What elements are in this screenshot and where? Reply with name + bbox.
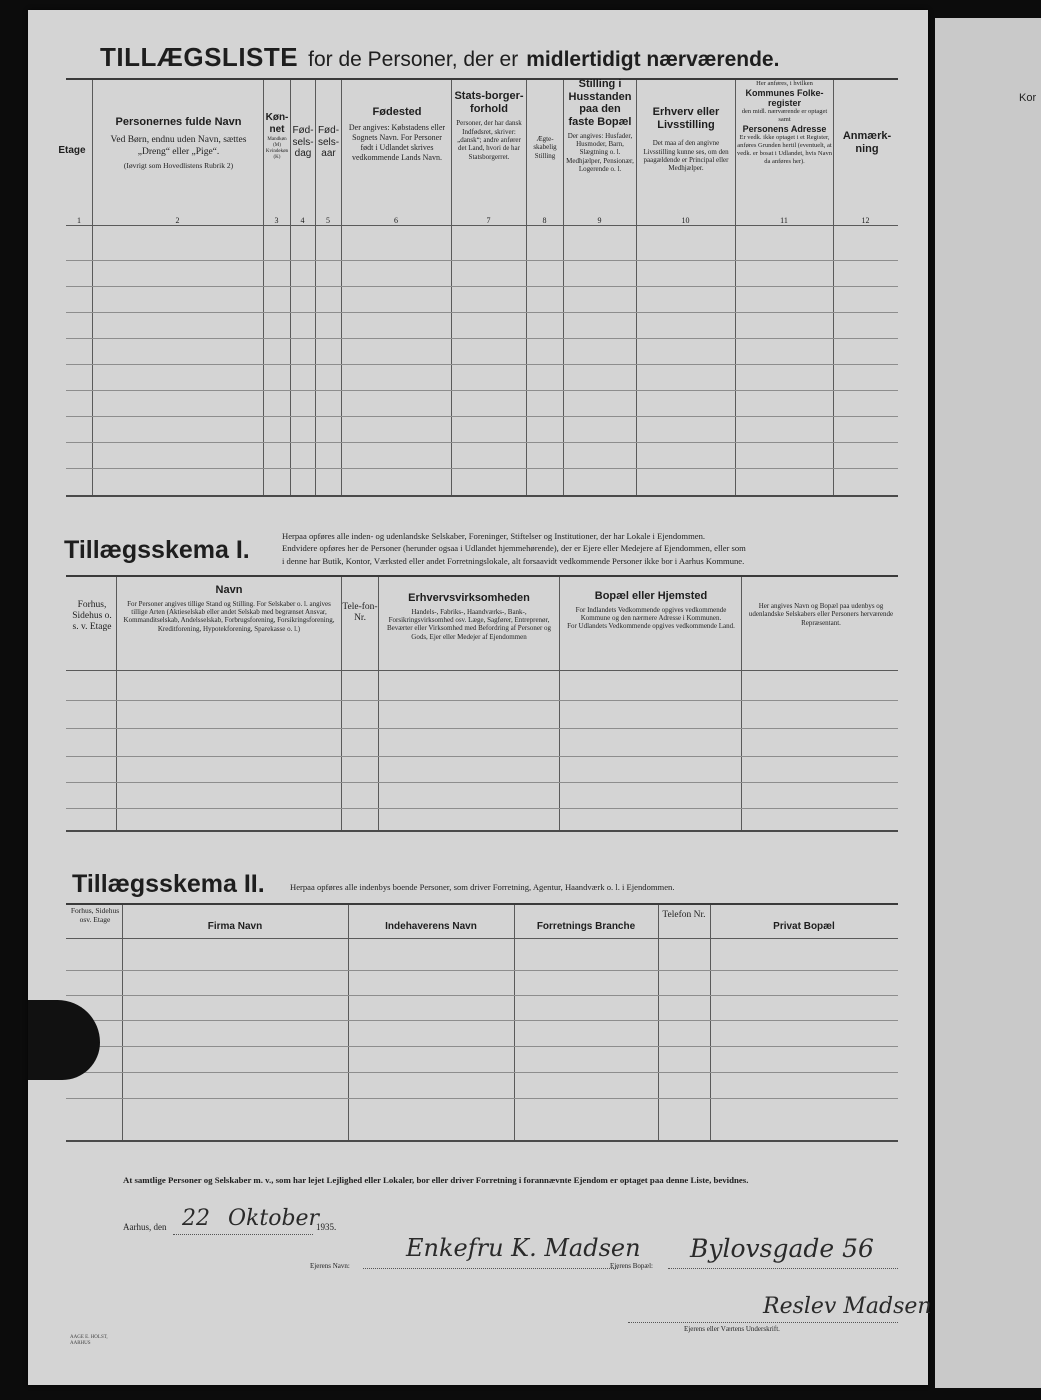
t1-header-anmaerkning: [836, 130, 898, 155]
t1-colnum: 4: [300, 216, 305, 225]
t1-header-stilling: [565, 78, 635, 174]
s2-header-branche: [514, 916, 658, 934]
s2-header-privat: [710, 916, 898, 934]
t1-stats-note: Personer, der har dansk Indfødsret, skriver: „dansk“; andre anfører det Land, hvori de har Statsborgerret.: [456, 119, 522, 161]
s2-header-indehaver: [348, 916, 514, 934]
s1-erhverv-note: Handels-, Fabriks-, Haandværks-, Bank-, Forsikringsvirksomhed osv. Læge, Sagfører, Entreprenør, Beværter eller Virksomhed med Befordring af Personer og Gods, Ejer eller Medejer af Ejendommen: [386, 607, 552, 641]
s1-bopael-note1: For Indlandets Vedkommende opgives vedkommende Kommune og den nærmere Adresse i Kommunen.: [575, 605, 727, 623]
main-title-bold: midlertidigt nærværende.: [526, 48, 780, 71]
s1-navn-note: For Personer angives tillige Stand og Stilling. For Selskaber o. l. angives tillige Arten (Aktieselskab eller andet Selskab med begrænset Ansvar, Kommanditselskab, Andelsselskab, Forbrugsforening, Forsikringsforening, Kreditforening, Hypotekforening, Sparekasse o. l.): [123, 599, 335, 633]
ink-blot: [28, 1000, 100, 1080]
s1-header-telefon: [342, 602, 378, 624]
s1-forhus-label: Forhus, Sidehus o. s. v. Etage: [72, 600, 112, 632]
t1-header-foedselsaar: [316, 125, 341, 160]
t1-foedselsdag-label: Fød-sels-dag: [292, 125, 314, 159]
t1-colnum: 10: [681, 216, 690, 225]
t1-navn-note1: Ved Børn, endnu uden Navn, sættes „Dreng“ eller „Pige“.: [110, 134, 247, 157]
s1-erhverv-title: Erhvervsvirksomheden: [408, 592, 530, 604]
t1-navn-title: Personernes fulde Navn: [115, 116, 242, 128]
signature: Reslev Madsen: [763, 1294, 932, 1319]
t1-koen-title: Køn-net: [265, 112, 289, 135]
date-day: 22: [182, 1206, 210, 1231]
main-title: [100, 42, 900, 73]
t1-header-erhverv: [639, 106, 733, 173]
owner-bopael-label: Ejerens Bopæl:: [610, 1262, 653, 1270]
skema1-description: [282, 530, 902, 567]
s2-indehaver-label: Indehaverens Navn: [385, 921, 477, 932]
s2-privat-label: Privat Bopæl: [773, 921, 835, 932]
t1-colnum: 5: [326, 216, 330, 225]
s1-telefon-label: Tele-fon-Nr.: [342, 602, 378, 623]
printer-mark: AAGE E. HOLST, AARHUS: [70, 1335, 108, 1346]
t1-navn-note2: (Iøvrigt som Hovedlistens Rubrik 2): [123, 161, 234, 171]
owner-bopael: Bylovsgade 56: [690, 1234, 874, 1263]
s2-header-telefon: [660, 910, 708, 921]
skema1-desc-line3: i denne har Butik, Kontor, Værksted eller andet Forretningslokale, alt forsaavidt vedkommende Personer ikke bor i Aarhus Kommune.: [282, 555, 745, 566]
adjacent-page-label: Kor: [1019, 92, 1037, 104]
s2-branche-label: Forretnings Branche: [536, 921, 636, 932]
t1-header-foedselsdag: [291, 125, 315, 160]
t1-stilling-title: Stilling i Husstanden paa den faste Bopæl: [568, 78, 632, 128]
date-year: 1935.: [316, 1222, 337, 1232]
t1-koen-note: Mandkøn (M) Kvindekøn (K): [265, 137, 289, 160]
t1-colnum: 12: [861, 216, 870, 225]
owner-name: Enkefru K. Madsen: [406, 1234, 641, 1262]
t1-header-foedested: [346, 106, 448, 163]
t1-kommune-top: Her anføres, i hvilken: [756, 80, 813, 87]
t1-colnum: 7: [486, 216, 491, 225]
t1-kommune-adr: Personens Adresse: [742, 124, 827, 135]
t1-colnum: 3: [274, 216, 279, 225]
t1-stats-title: Stats-borger-forhold: [454, 90, 524, 115]
t1-colnum: 6: [394, 216, 398, 225]
form-page: [28, 10, 932, 1385]
s1-header-repr: [746, 602, 896, 627]
skema1-desc-line2: Endvidere opføres her de Personer (herunder ogsaa i Udlandet hjemmehørende), der er Ejere eller Medejere af Ejendommen, eller som: [282, 543, 746, 554]
t1-foedselsaar-label: Fød-sels-aar: [317, 125, 340, 159]
t1-foedested-title: Fødested: [372, 106, 422, 118]
skema2-title: Tillægsskema II.: [72, 870, 265, 898]
t1-anmaerkning-label: Anmærk-ning: [842, 130, 892, 155]
t1-colnum: 9: [597, 216, 602, 225]
place-label: Aarhus, den: [123, 1222, 167, 1232]
t1-colnum: 1: [77, 216, 81, 225]
skema1-title: Tillægsskema I.: [64, 536, 250, 564]
t1-erhverv-title: Erhverv eller Livsstilling: [652, 106, 720, 131]
t1-kommune-mid: den midl. nærværende er optaget samt: [741, 108, 828, 124]
owner-name-label: Ejerens Navn:: [310, 1262, 350, 1270]
s2-firma-label: Firma Navn: [207, 921, 263, 932]
t1-header-etage: [48, 145, 96, 157]
t1-stilling-note: Der angives: Husfader, Husmoder, Barn, Slægtning o. l. Medhjælper, Pensionær, Logerende o. l.: [566, 131, 634, 174]
s1-navn-title: Navn: [215, 584, 243, 596]
t1-header-navn: [96, 116, 261, 171]
adjacent-page: [935, 18, 1041, 1388]
s1-bopael-title: Bopæl eller Hjemsted: [594, 590, 708, 602]
t1-colnum: 11: [780, 216, 788, 225]
attest-text: At samtlige Personer og Selskaber m. v., som har lejet Lejlighed eller Lokaler, bor eller driver Forretning i forannævnte Ejendom er optaget paa denne Liste, bevidnes.: [123, 1175, 749, 1185]
main-title-lead: TILLÆGSLISTE: [100, 42, 299, 72]
date-month: Oktober: [228, 1206, 320, 1231]
t1-colnum: 2: [175, 216, 180, 225]
t1-erhverv-note: Det maa af den angivne Livsstilling kunne ses, om den paagældende er Principal eller Medhjælper.: [643, 139, 729, 173]
t1-foedested-note: Der angives: Købstadens eller Sognets Navn. For Personer født i Udlandet skrives vedkommende Lands Navn.: [348, 122, 446, 162]
t1-header-kommune: [737, 80, 832, 166]
t1-kommune-note: Er vedk. ikke optaget i et Register, anføres Grunden hertil (eventuelt, at vedk. er bosat i Udlandet, hvis Navn da anføres her).: [737, 134, 832, 165]
s2-header-firma: [122, 916, 348, 934]
s2-telefon-label: Telefon Nr.: [662, 910, 706, 920]
t1-aegteskab-label: Ægte-skabelig Stilling: [533, 135, 557, 160]
t1-header-koen: [264, 112, 290, 161]
skema2-description: Herpaa opføres alle indenbys boende Personer, som driver Forretning, Agentur, Haandværk o. l. i Ejendommen.: [290, 882, 675, 892]
s1-header-erhverv: [382, 592, 556, 641]
s1-header-bopael: [564, 590, 738, 631]
t1-colnum: 8: [542, 216, 547, 225]
skema1-desc-line1: Herpaa opføres alle inden- og udenlandske Selskaber, Foreninger, Stiftelser og Institutioner, der har Lokale i Ejendommen.: [282, 531, 706, 541]
signature-label: Ejerens eller Værtens Underskrift.: [684, 1325, 780, 1333]
t1-header-stats: [454, 90, 524, 161]
t1-etage-label: Etage: [58, 145, 86, 156]
s1-bopael-note2: For Udlandets Vedkommende opgives vedkommende Land.: [567, 622, 735, 631]
s2-forhus-label: Forhus, Sidehus osv. Etage: [70, 906, 120, 924]
main-title-mid: for de Personer, der er: [308, 48, 519, 71]
t1-header-aegteskab: [527, 135, 563, 160]
t1-kommune-title: Kommunes Folke-register: [745, 87, 824, 109]
s1-header-navn: [120, 584, 338, 633]
s1-repr-note: Her angives Navn og Bopæl paa udenbys og udenlandske Selskabers eller Personers herværende Repræsentant.: [748, 602, 894, 627]
s2-header-forhus: [68, 907, 122, 924]
s1-header-forhus: [68, 600, 116, 633]
